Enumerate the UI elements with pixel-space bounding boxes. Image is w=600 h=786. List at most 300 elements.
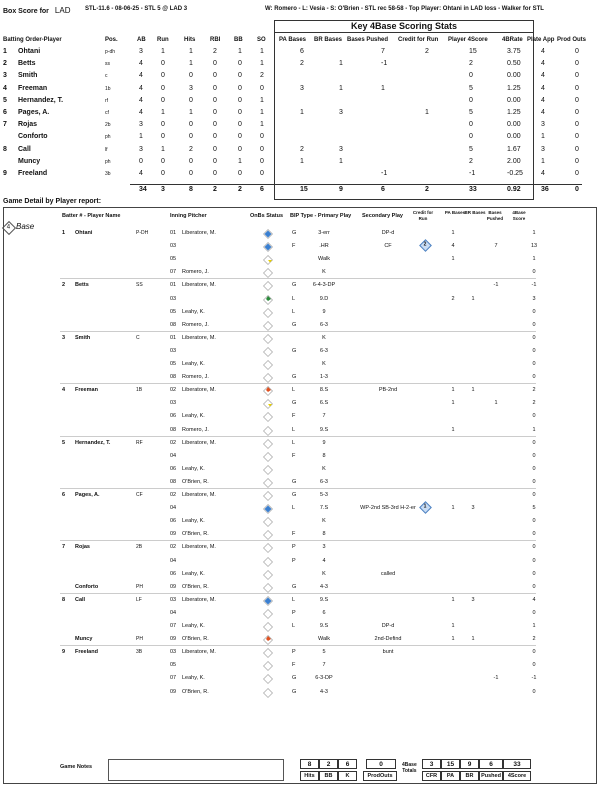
cell-pushed: 7: [381, 48, 385, 55]
detail-play: 5-3: [320, 492, 328, 498]
detail-sec: PB-2nd: [378, 387, 398, 394]
box-score-totals: [0, 186, 600, 198]
detail-play: Walk: [317, 636, 331, 643]
box-score-row: [0, 157, 600, 169]
cell-bb: 1: [238, 157, 242, 165]
detail-pitcher: Leahy, K.: [182, 361, 205, 367]
plate-appearance-row: [40, 672, 596, 685]
detail-play: 4: [322, 557, 326, 564]
br-label: BR: [460, 771, 479, 781]
detail-sec: WP-2nd SB-3rd H-2-er: [360, 505, 416, 512]
cell-hits: 1: [189, 60, 193, 68]
cell-rate: 0.00: [507, 121, 521, 129]
cell-player: Freeland: [18, 170, 48, 177]
cell-bb: 0: [238, 109, 242, 116]
cell-run: 0: [161, 133, 165, 141]
total-so: 6: [260, 186, 264, 193]
cell-prod: 0: [575, 121, 579, 129]
box-col-header: Prod Outs: [557, 37, 587, 43]
detail-play: 8: [322, 452, 326, 459]
batter-divider: [60, 278, 536, 279]
detail-col-header: Inning Pitcher: [170, 213, 207, 219]
plate-appearance-row: [40, 581, 596, 594]
detail-score: 0: [532, 413, 536, 420]
cell-hits: 0: [189, 121, 193, 129]
box-col-header: RBI: [210, 37, 221, 43]
detail-pos: SS: [136, 282, 143, 289]
base-diamond-icon: [263, 347, 273, 357]
detail-col-header: OnBs Status: [250, 213, 284, 219]
cell-pa: 6: [300, 48, 304, 55]
prod-outs-total: 0: [366, 759, 396, 769]
cell-pushed: -1: [381, 170, 388, 177]
detail-bip: L: [292, 308, 296, 315]
detail-score: 13: [530, 243, 538, 250]
detail-play: K: [322, 334, 326, 341]
detail-sec: bunt: [382, 649, 394, 656]
base-diamond-icon: [263, 596, 273, 606]
detail-play: 9.D: [319, 295, 329, 302]
cell-plate: 4: [541, 60, 545, 68]
detail-inn: 08: [170, 478, 177, 485]
detail-play: K: [322, 269, 326, 276]
detail-inn: 03: [170, 596, 177, 603]
detail-inn: 05: [170, 662, 177, 669]
detail-pitcher: Leahy, K.: [182, 623, 205, 629]
cell-rate: 3.75: [507, 48, 521, 55]
detail-inn: 09: [170, 531, 177, 538]
plate-appearance-row: [40, 266, 596, 279]
plate-appearance-row: [40, 253, 596, 266]
detail-br: 1: [471, 636, 475, 643]
cell-score: 15: [469, 48, 477, 55]
cell-prod: 0: [575, 72, 579, 80]
detail-pos: 1B: [136, 387, 143, 394]
cell-run: 0: [161, 84, 165, 92]
detail-score: -1: [531, 675, 537, 682]
cell-so: 0: [260, 84, 264, 92]
cell-score: 5: [469, 145, 473, 153]
detail-pitcher: Liberatore, M.: [182, 544, 216, 551]
base-diamond-icon: [263, 543, 273, 553]
base-diamond-icon: [263, 452, 273, 462]
detail-play: 4-3: [320, 688, 328, 695]
cell-so: 0: [260, 170, 264, 177]
detail-inn: 03: [170, 243, 177, 250]
box-score-row: [0, 145, 600, 157]
batting-order: 7: [3, 121, 7, 129]
batting-order: 4: [3, 84, 7, 92]
credit-for-run-badge: [419, 501, 432, 514]
box-col-header: Pos.: [105, 37, 118, 43]
detail-score: 0: [532, 557, 536, 564]
cell-pos: p-dh: [105, 49, 116, 55]
detail-pa: 1: [451, 256, 455, 263]
detail-pushed: 1: [494, 400, 498, 407]
detail-play: K: [322, 465, 326, 472]
detail-score: 0: [532, 544, 536, 551]
base-diamond-icon: [263, 308, 273, 318]
credit-for-run-value: 1: [423, 503, 427, 510]
box-col-header: Player 4Score: [448, 37, 488, 43]
plate-appearance-row: [40, 515, 596, 528]
base-diamond-icon: [263, 412, 273, 422]
detail-pitcher: Liberatore, M.: [182, 334, 216, 341]
detail-inn: 04: [170, 609, 177, 616]
base-diamond-icon: [263, 334, 273, 344]
detail-inn: 04: [170, 505, 177, 512]
box-score-row: [0, 59, 600, 71]
batter-divider: [60, 540, 536, 541]
detail-bip: G: [292, 374, 297, 381]
detail-pa: 1: [451, 387, 455, 394]
detail-bip: F: [292, 243, 296, 250]
total-pushed: 6: [381, 186, 385, 193]
cell-player: Betts: [18, 60, 36, 68]
cell-pa: 3: [300, 84, 304, 92]
cell-cfr: 1: [425, 109, 429, 116]
cell-hits: 0: [189, 157, 193, 165]
cell-player: Freeman: [18, 84, 48, 92]
plate-appearance-row: [40, 384, 596, 397]
cell-bb: 0: [238, 84, 242, 92]
detail-pitcher: Romero, J.: [182, 374, 209, 381]
detail-score: 0: [532, 361, 536, 367]
cell-run: 1: [161, 48, 165, 55]
detail-inn: 02: [170, 492, 177, 498]
cell-score: -1: [469, 170, 476, 177]
detail-bip: F: [292, 662, 296, 669]
detail-num: 9: [62, 649, 66, 656]
cell-rate: 0.00: [507, 72, 521, 80]
detail-play: 6-3: [320, 321, 328, 328]
cell-hits: 2: [189, 145, 193, 153]
plate-appearance-row: [40, 279, 596, 292]
cell-so: 2: [260, 72, 264, 80]
detail-inn: 08: [170, 321, 177, 328]
detail-pitcher: O'Brien, R.: [182, 583, 209, 590]
cell-score: 0: [469, 121, 473, 129]
game-notes-label: Game Notes: [60, 764, 93, 770]
total-run: 3: [161, 186, 165, 193]
prod-outs-label: ProdOuts: [363, 771, 397, 781]
cell-bb: 1: [238, 48, 242, 55]
cell-score: 5: [469, 109, 473, 116]
detail-play: K: [322, 518, 326, 525]
cell-so: 1: [260, 48, 264, 55]
hits-label: Hits: [300, 771, 319, 781]
base-diamond-icon: [263, 268, 273, 278]
cell-player: Conforto: [18, 133, 48, 141]
hits-total: 8: [300, 759, 319, 769]
detail-score: 0: [532, 334, 536, 341]
detail-play: 9.S: [319, 426, 329, 433]
detail-inn: 05: [170, 308, 177, 315]
detail-pitcher: O'Brien, R.: [182, 688, 209, 695]
k-label: K: [338, 771, 357, 781]
cell-run: 0: [161, 157, 165, 165]
base-diamond-icon: [263, 674, 273, 684]
detail-pitcher: Liberatore, M.: [182, 649, 216, 656]
cell-hits: 1: [189, 48, 193, 55]
detail-col-header: 4Base Score: [512, 210, 526, 221]
box-score-row: [0, 132, 600, 144]
total-cfr: 2: [425, 186, 429, 193]
batting-order: 1: [3, 48, 7, 55]
detail-score: 0: [532, 662, 536, 669]
detail-name: Hernandez, T.: [75, 439, 111, 446]
game-notes-box: [108, 759, 284, 781]
detail-play: 9: [322, 308, 326, 315]
batter-divider: [60, 383, 536, 384]
cell-ab: 4: [139, 72, 143, 80]
detail-play: Walk: [317, 256, 331, 263]
detail-bip: L: [292, 505, 296, 512]
cell-plate: 4: [541, 109, 545, 116]
cell-prod: 0: [575, 96, 579, 104]
cell-rbi: 0: [213, 84, 217, 92]
detail-num: 5: [62, 439, 66, 446]
cell-pos: 3b: [105, 171, 111, 177]
detail-score: 3: [532, 295, 536, 302]
cell-plate: 3: [541, 121, 545, 129]
plate-appearance-row: [40, 227, 596, 240]
detail-pitcher: Liberatore, M.: [182, 230, 216, 236]
total-hits: 8: [189, 186, 193, 193]
detail-pitcher: Romero, J.: [182, 426, 209, 433]
box-col-header: AB: [137, 37, 146, 43]
detail-play: 5: [322, 649, 326, 656]
cell-hits: 0: [189, 96, 193, 104]
detail-score: 1: [532, 230, 536, 236]
page-header: [3, 4, 597, 18]
detail-bip: L: [292, 623, 296, 629]
cell-plate: 1: [541, 133, 545, 141]
cell-player: Call: [18, 145, 31, 153]
cell-prod: 0: [575, 48, 579, 55]
box-score-row: [0, 108, 600, 120]
plate-appearance-row: [40, 633, 596, 646]
detail-score: 5: [532, 505, 536, 512]
detail-name: Freeland: [75, 649, 98, 656]
cell-pa: 1: [300, 157, 304, 165]
game-info: STL-11.6 - 08-06-25 - STL 5 @ LAD 3: [85, 6, 188, 12]
pa-label: PA: [441, 771, 460, 781]
detail-pa: 1: [451, 400, 455, 407]
cell-bb: 0: [238, 72, 242, 80]
base-diamond-icon: [263, 622, 273, 632]
cell-prod: 0: [575, 170, 579, 177]
cell-rbi: 0: [213, 157, 217, 165]
detail-play: K: [322, 361, 326, 367]
detail-inn: 03: [170, 347, 177, 354]
box-col-header: BB: [234, 37, 243, 43]
detail-score: 2: [532, 387, 536, 394]
pa-total: 15: [441, 759, 460, 769]
detail-bip: P: [292, 544, 296, 551]
totals-divider: [130, 184, 582, 185]
box-col-header: 4BRate: [502, 37, 523, 43]
cell-rate: 1.67: [507, 145, 521, 153]
plate-appearance-row: [40, 345, 596, 358]
detail-inn: 01: [170, 230, 177, 236]
detail-inn: 07: [170, 623, 177, 629]
cell-run: 0: [161, 60, 165, 68]
total-rate: 0.92: [507, 186, 521, 193]
base-diamond-icon: [263, 530, 273, 540]
plate-appearance-row: [40, 528, 596, 541]
cell-plate: 4: [541, 48, 545, 55]
base-diamond-icon: [263, 583, 273, 593]
detail-inn: 03: [170, 649, 177, 656]
cell-player: Muncy: [18, 157, 41, 165]
cell-ab: 1: [139, 133, 143, 141]
detail-pa: 1: [451, 596, 455, 603]
detail-inn: 09: [170, 688, 177, 695]
detail-pos: 3B: [136, 649, 143, 656]
plate-appearance-row: [40, 502, 596, 515]
detail-num: 8: [62, 596, 66, 603]
detail-score: 0: [532, 374, 536, 381]
cell-pa: 2: [300, 60, 304, 68]
detail-play: 3: [322, 544, 326, 551]
credit-for-run-badge: [419, 239, 432, 252]
detail-inn: 06: [170, 465, 177, 472]
detail-bip: P: [292, 609, 296, 616]
base-diamond-icon: [263, 570, 273, 580]
cell-pos: 2b: [105, 122, 111, 129]
cfr-total: 3: [422, 759, 441, 769]
detail-bip: G: [292, 478, 297, 485]
cell-br: 3: [339, 109, 343, 116]
base-diamond-icon: [263, 491, 273, 501]
cell-pa: 2: [300, 145, 304, 153]
detail-pos: RF: [136, 439, 143, 446]
box-col-header: BR Bases: [314, 37, 343, 43]
box-col-header: Run: [157, 37, 169, 43]
cell-bb: 0: [238, 96, 242, 104]
detail-pa: 1: [451, 505, 455, 512]
base-diamond-icon: [263, 229, 273, 239]
total-bb: 2: [238, 186, 242, 193]
cell-ab: 3: [139, 48, 143, 55]
pushed-total: 6: [479, 759, 503, 769]
base-diamond-icon: [263, 360, 273, 370]
cell-prod: 0: [575, 109, 579, 116]
detail-score: 0: [532, 518, 536, 525]
cell-rate: 1.25: [507, 109, 521, 116]
cfr-label: CFR: [422, 771, 441, 781]
cell-score: 0: [469, 72, 473, 80]
cell-run: 0: [161, 121, 165, 129]
cell-hits: 0: [189, 170, 193, 177]
detail-play: 1-3: [320, 374, 328, 381]
detail-sec: 2nd-Defind: [374, 636, 402, 643]
plate-appearance-row: [40, 332, 596, 345]
total-pa: 15: [300, 186, 308, 193]
detail-num: 3: [62, 334, 66, 341]
cell-ab: 3: [139, 121, 143, 129]
box-col-header: SO: [257, 37, 266, 43]
base-diamond-icon: [263, 399, 273, 409]
game-summary: W: Romero - L: Vesia - S: O'Brien - STL rec 58-58 - Top Player: Ohtani in LAD loss - Walker for STL: [265, 6, 544, 12]
detail-inn: 09: [170, 636, 177, 643]
detail-score: 0: [532, 269, 536, 276]
base-diamond-icon: [263, 609, 273, 619]
plate-appearance-row: [40, 646, 596, 659]
plate-appearance-row: [40, 489, 596, 502]
base-diamond-icon: [263, 661, 273, 671]
detail-inn: 07: [170, 675, 177, 682]
detail-play: 7: [322, 413, 326, 420]
box-score-row: [0, 96, 600, 108]
cell-ab: 4: [139, 109, 143, 116]
base-diamond-icon: [263, 386, 273, 396]
cell-player: Pages, A.: [18, 109, 50, 116]
cell-so: 0: [260, 133, 264, 141]
cell-pos: ph: [105, 134, 111, 141]
cell-rbi: 0: [213, 121, 217, 129]
detail-pa: 1: [451, 636, 455, 643]
detail-inn: 02: [170, 544, 177, 551]
detail-inn: 04: [170, 452, 177, 459]
detail-bip: L: [292, 295, 296, 302]
detail-bip: L: [292, 596, 296, 603]
detail-score: -1: [531, 282, 537, 289]
detail-sec: CF: [384, 243, 392, 250]
plate-appearance-row: [40, 607, 596, 620]
detail-bip: F: [292, 452, 296, 459]
cell-run: 0: [161, 170, 165, 177]
plate-appearance-row: [40, 358, 596, 371]
cell-prod: 0: [575, 84, 579, 92]
detail-br: 1: [471, 387, 475, 394]
detail-pos: PH: [136, 583, 143, 590]
detail-inn: 08: [170, 426, 177, 433]
detail-name: Freeman: [75, 387, 98, 394]
cell-hits: 1: [189, 109, 193, 116]
cell-run: 0: [161, 96, 165, 104]
detail-pa: 1: [451, 230, 455, 236]
detail-score: 0: [532, 439, 536, 446]
detail-bip: P: [292, 649, 296, 656]
cell-pos: cf: [105, 110, 109, 116]
cell-score: 2: [469, 60, 473, 68]
detail-bip: P: [292, 557, 296, 564]
detail-col-header: BIP Type - Primary Play: [290, 213, 352, 219]
detail-score: 4: [532, 596, 536, 603]
detail-play: 6: [322, 609, 326, 616]
cell-rate: 1.25: [507, 84, 521, 92]
cell-bb: 0: [238, 145, 242, 153]
detail-play: 9: [322, 439, 326, 446]
cell-ab: 0: [139, 157, 143, 165]
detail-play: 8.S: [319, 387, 329, 394]
base-diamond-icon: [263, 504, 273, 514]
total-plate: 36: [541, 186, 549, 193]
4base-logo: 4 Base: [4, 222, 40, 236]
detail-play: 6.S: [319, 400, 329, 407]
detail-bip: G: [292, 321, 297, 328]
base-diamond-icon: [263, 255, 273, 265]
detail-bip: L: [292, 439, 296, 446]
cell-plate: 4: [541, 84, 545, 92]
detail-pa: 4: [451, 243, 455, 250]
detail-sec: called: [380, 570, 396, 577]
cell-prod: 0: [575, 157, 579, 165]
batting-order: 5: [3, 96, 7, 104]
batter-divider: [60, 436, 536, 437]
